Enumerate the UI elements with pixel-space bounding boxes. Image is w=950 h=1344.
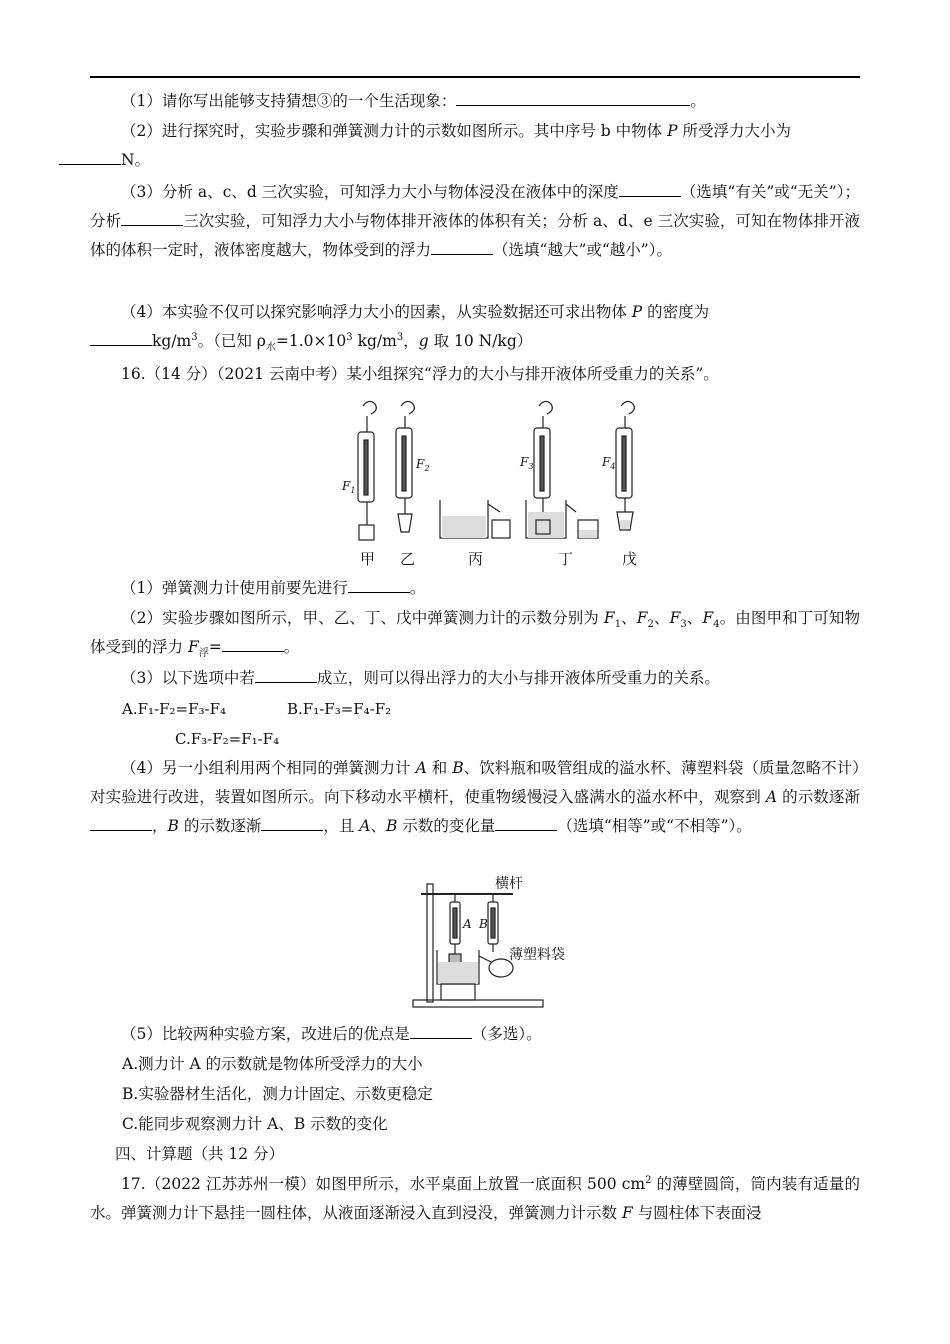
q16-part2: （2）实验步骤如图所示，甲、乙、丁、戊中弹簧测力计的示数分别为 $F_1$、$F_2$、$F_3$、$F_4$。由图甲和丁可知物体受到的浮力 $F_浮=$ 。 [90,609,860,660]
answer-blank[interactable] [495,814,557,831]
answer-blank[interactable] [222,635,284,652]
label-ding: 丁 [558,550,574,568]
answer-blank[interactable] [456,89,690,106]
answer-blank[interactable] [410,1022,472,1039]
label-a: A [463,917,472,931]
q17-text: 17.（2022 江苏苏州一模）如图甲所示，水平桌面上放置一底面积 500 $cm^2$ 的薄壁圆筒，筒内装有适量的水。弹簧测力计下悬挂一圆柱体，从液面逐渐浸入直到浸没，弹簧测力计示数 F 与圆柱体下表面浸 [90,1174,860,1222]
option-c5: C.能同步观察测力计 A、B 示数的变化 [122,1115,388,1133]
force-label-f3: $F_3$ [520,455,534,471]
option-c: C.F₃-F₂=F₁-F₄ [175,730,280,748]
q16-header: 16.（14 分）（2021 云南中考）某小组探究“浮力的大小与排开液体所受重力的关系”。 [121,365,719,383]
force-label-f2: $F_2$ [416,457,430,473]
q16-part5: （5）比较两种实验方案，改进后的优点是 （多选）。 [90,1020,860,1049]
improved-apparatus-figure [405,872,595,1012]
label-wu: 戊 [622,550,638,568]
section-heading: 四、计算题（共 12 分） [115,1145,285,1163]
q15-part3: （3）分析 a、c、d 三次实验，可知浮力大小与物体浸没在液体中的深度 （选填“有关”或“无关”）；分析 三次实验，可知浮力大小与物体排开液体的体积有关；分析 a、d、e 三次实验，可知在物体排开液体的体积一定时，液体密度越大，物体受到的浮力 （选填“越大”或“越小”）。 [90,178,860,265]
answer-blank[interactable] [619,180,681,197]
spring-scale-1 [358,401,376,540]
answer-blank[interactable] [90,814,152,831]
answer-blank[interactable] [255,666,317,683]
answer-blank[interactable] [261,814,323,831]
q15-part2: （2）进行探究时，实验步骤和弹簧测力计的示数如图所示。其中序号 b 中物体 P 所受浮力大小为 N。 [90,117,860,175]
q15-part1: （1）请你写出能够支持猜想③的一个生活现象： 。 [90,87,860,116]
spring-scale-figure [330,392,650,572]
option-a5: A.测力计 A 的示数就是物体所受浮力的大小 [122,1055,423,1073]
spring-scale-3 [526,401,598,538]
answer-blank[interactable] [121,209,183,226]
label-b: B [479,917,488,931]
label-bing: 丙 [468,550,484,568]
answer-blank[interactable] [348,576,410,593]
label-jia: 甲 [360,550,376,568]
spring-scale-2 [396,401,414,532]
answer-blank[interactable] [431,238,493,255]
q16-part1: （1）弹簧测力计使用前要先进行 。 [90,574,860,603]
overflow-beaker [440,500,510,538]
q16-part3: （3）以下选项中若 成立，则可以得出浮力的大小与排开液体所受重力的关系。 [90,664,860,693]
answer-blank[interactable] [90,329,152,346]
spring-scale-4 [616,401,634,530]
q15-part4: （4）本实验不仅可以探究影响浮力大小的因素，从实验数据还可求出物体 P 的密度为 $kg/m^3$。（已知 $\rho_水=1.0\times 10^3$ $kg/m^3$，g 取 10 N/kg） [90,298,860,356]
force-label-f4: $F_4$ [602,455,616,471]
bag-label: 薄塑料袋 [509,947,565,963]
q16-part4: （4）另一小组利用两个相同的弹簧测力计 A 和 B、饮料瓶和吸管组成的溢水杯、薄塑料袋（质量忽略不计）对实验进行改进，装置如图所示。向下移动水平横杆，使重物缓慢浸入盛满水的溢水杯中，观察到 A 的示数逐渐，B 的示数逐渐 ，且 A、B 示数的变化量 （选填“相等”或“不相等”）。 [90,759,860,835]
label-yi: 乙 [400,550,416,568]
header-rule [90,76,860,78]
answer-blank[interactable] [59,148,121,165]
option-b: B.F₁-F₃=F₄-F₂ [287,700,392,718]
force-label-f1: $F_1$ [342,479,356,495]
option-a: A.F₁-F₂=F₃-F₄ [122,700,226,718]
option-b5: B.实验器材生活化，测力计固定、示数更稳定 [122,1085,433,1103]
beam-label: 横杆 [495,876,523,892]
